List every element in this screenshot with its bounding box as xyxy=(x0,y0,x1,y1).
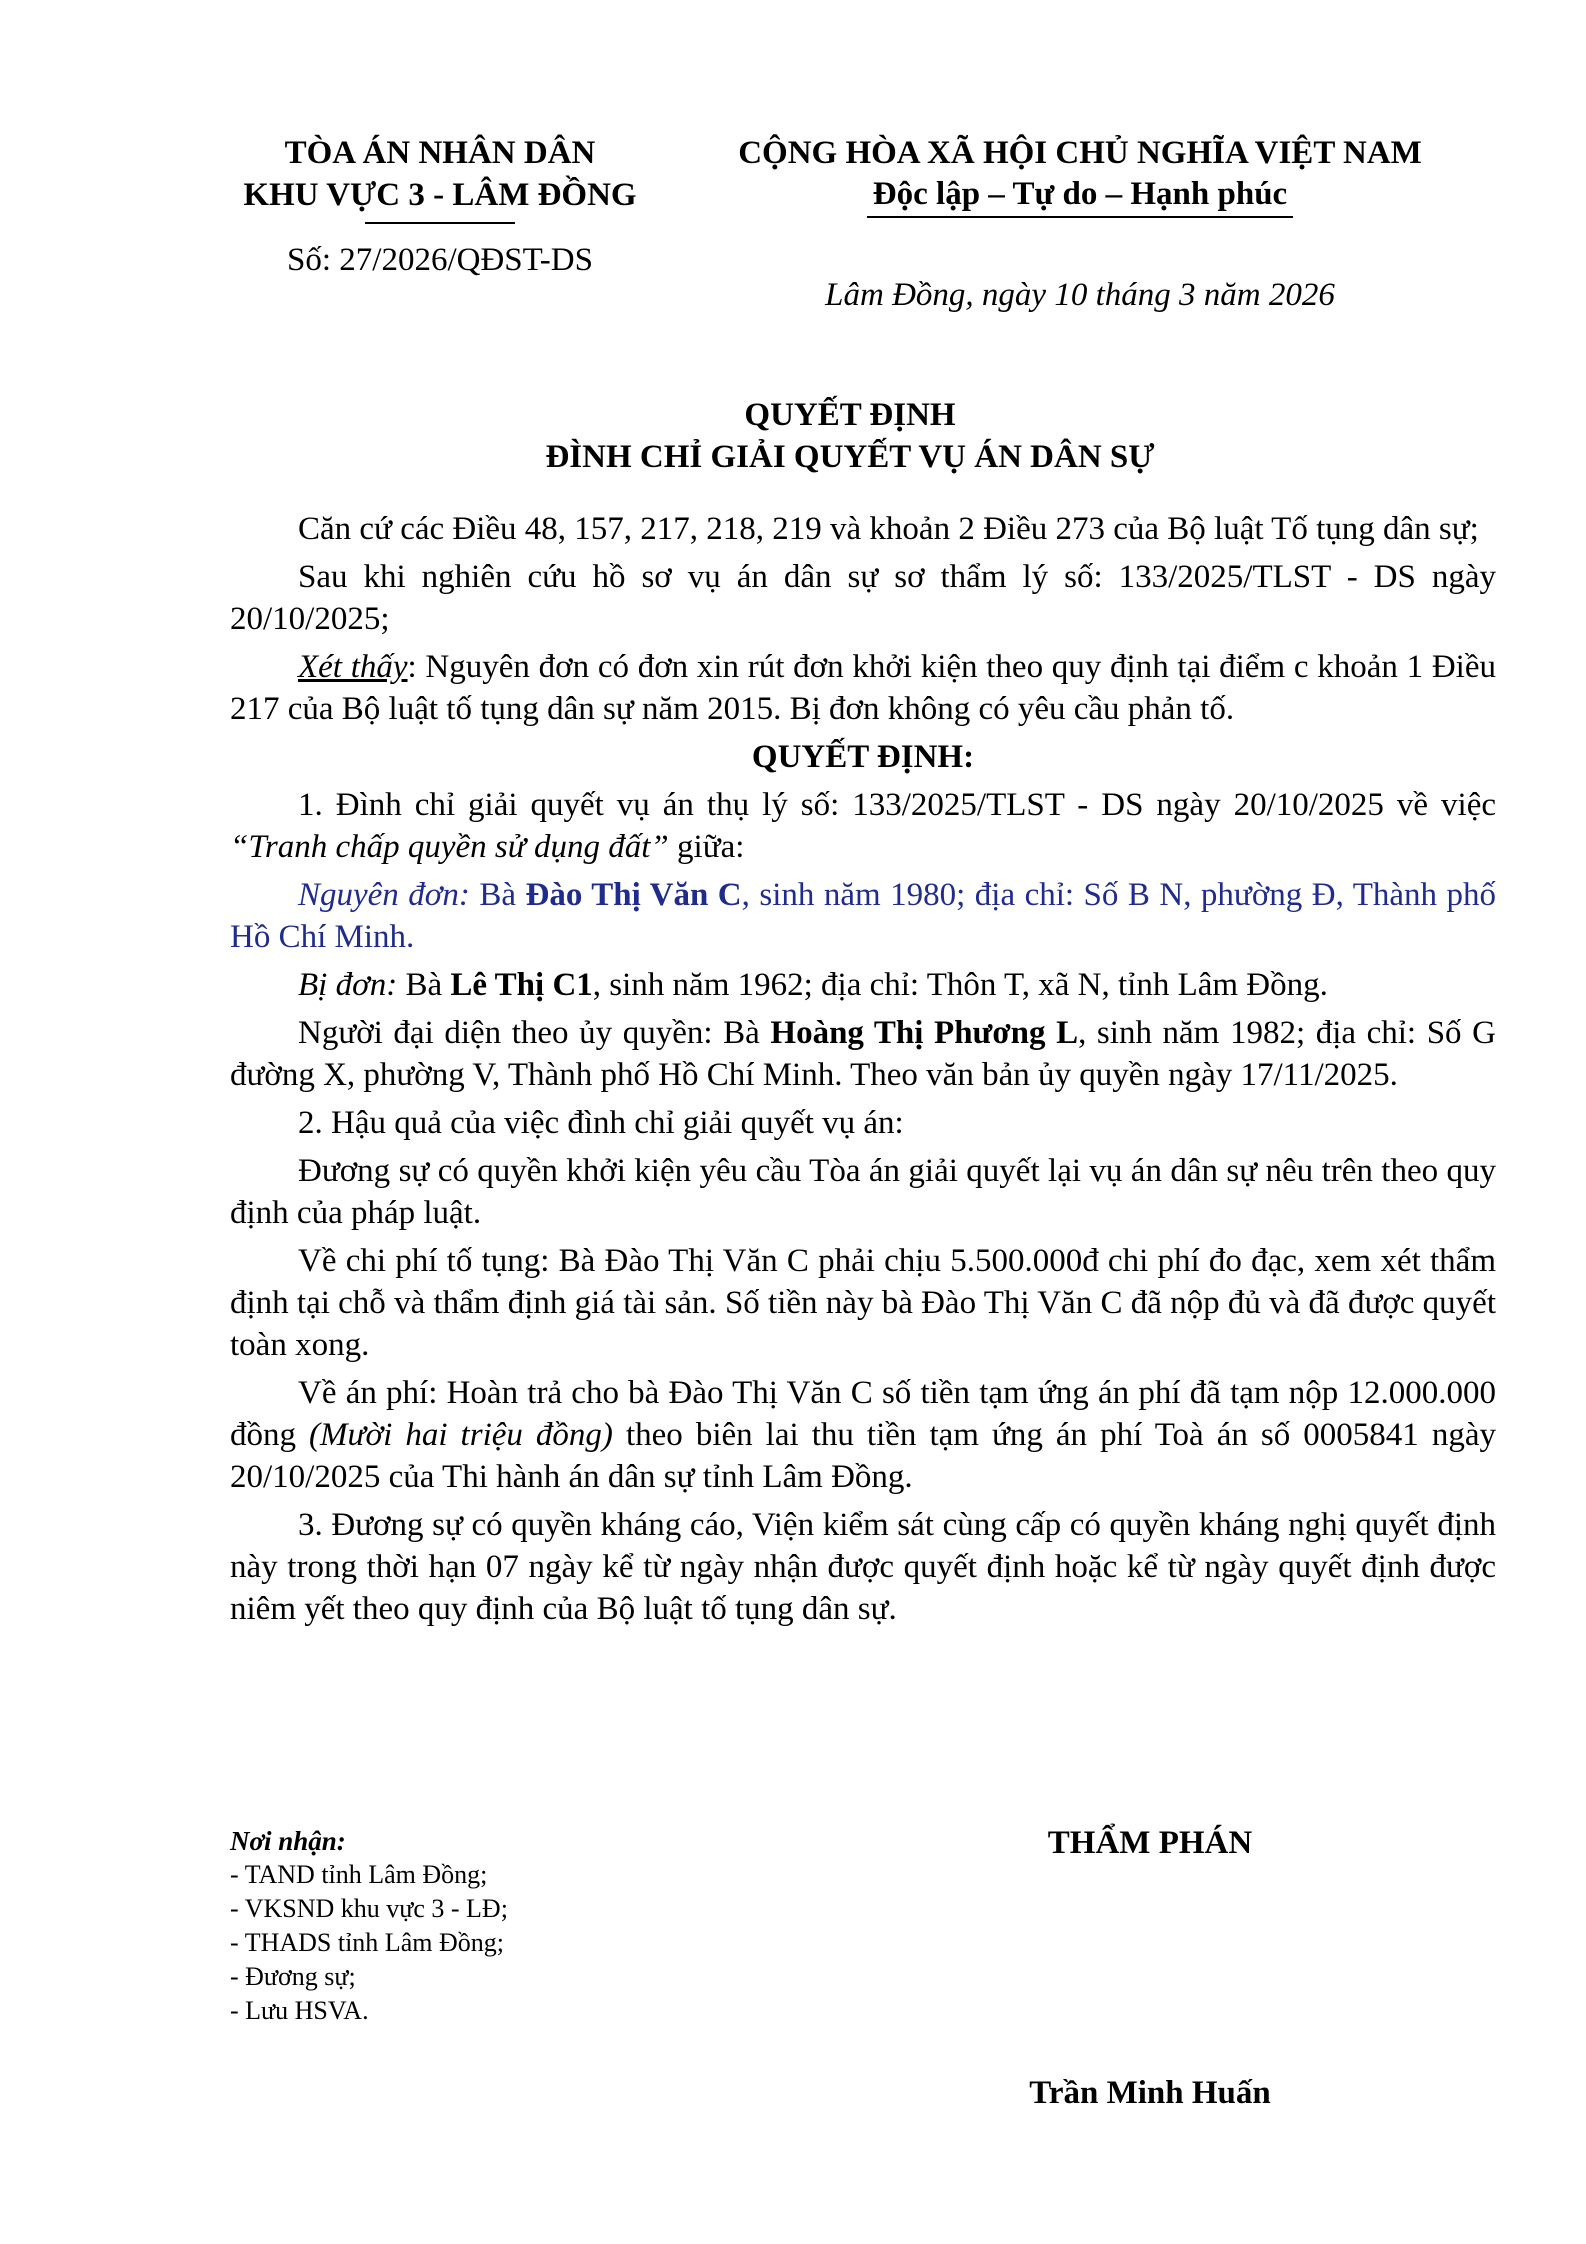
recipients-list xyxy=(230,1824,830,2028)
case-type: “Tranh chấp quyền sử dụng đất” xyxy=(230,829,669,865)
decision-item-1-post: giữa: xyxy=(668,829,745,865)
plaintiff-name: Đào Thị Văn C xyxy=(525,877,742,913)
document-title xyxy=(200,394,1500,478)
court-name-line1: TÒA ÁN NHÂN DÂN xyxy=(284,135,596,171)
signer-name: Trần Minh Huấn xyxy=(1029,2075,1271,2111)
consideration-paragraph xyxy=(230,646,1496,730)
court-fee-post: theo biên lai thu tiền tạm ứng án phí Toà án số 0005841 ngày 20/10/2025 của Thi hành án dân sự tỉnh Lâm Đồng. xyxy=(230,1417,1496,1495)
decision-item-1 xyxy=(230,784,1496,868)
plaintiff-label: Nguyên đơn: xyxy=(298,877,470,913)
consideration-label: Xét thấy xyxy=(298,649,408,685)
court-header xyxy=(200,132,680,280)
nation-motto: Độc lập – Tự do – Hạnh phúc xyxy=(867,174,1293,218)
defendant-paragraph xyxy=(230,964,1496,1006)
court-name-line2: KHU VỰC 3 - LÂM ĐỒNG xyxy=(243,177,637,213)
plaintiff-pre: Bà xyxy=(469,877,526,913)
defendant-pre: Bà xyxy=(397,967,451,1003)
issue-date: Lâm Đồng, ngày 10 tháng 3 năm 2026 xyxy=(825,277,1335,313)
court-fee-words: (Mười hai triệu đồng) xyxy=(309,1417,613,1453)
decision-item-1-pre: 1. Đình chỉ giải quyết vụ án thụ lý số: 133/2025/TLST - DS ngày 20/10/2025 về việc xyxy=(298,787,1496,823)
recipients-title: Nơi nhận: xyxy=(230,1826,346,1856)
title-line2: ĐÌNH CHỈ GIẢI QUYẾT VỤ ÁN DÂN SỰ xyxy=(545,439,1155,475)
legal-basis-paragraph: Căn cứ các Điều 48, 157, 217, 218, 219 và khoản 2 Điều 273 của Bộ luật Tố tụng dân sự; xyxy=(298,511,1479,547)
consequence-refile-paragraph: Đương sự có quyền khởi kiện yêu cầu Tòa án giải quyết lại vụ án dân sự nêu trên theo quy định của pháp luật. xyxy=(230,1153,1496,1231)
representative-details: , sinh năm 1982; địa chỉ: Số G đường X, phường V, Thành phố Hồ Chí Minh. Theo văn bản ủy quyền ngày 17/11/2025. xyxy=(230,1015,1496,1093)
representative-pre: Người đại diện theo ủy quyền: Bà xyxy=(298,1015,771,1051)
court-fee-paragraph xyxy=(230,1372,1496,1498)
court-divider xyxy=(365,222,515,224)
defendant-label: Bị đơn: xyxy=(298,967,398,1003)
case-review-paragraph: Sau khi nghiên cứu hồ sơ vụ án dân sự sơ thẩm lý số: 133/2025/TLST - DS ngày 20/10/2025; xyxy=(230,559,1496,637)
defendant-name: Lê Thị C1 xyxy=(450,967,593,1003)
nation-header xyxy=(700,132,1460,218)
recipient-item: - Lưu HSVA. xyxy=(230,1996,369,2025)
plaintiff-paragraph xyxy=(230,874,1496,958)
nation-name: CỘNG HÒA XÃ HỘI CHỦ NGHĨA VIỆT NAM xyxy=(738,135,1422,171)
court-fee-pre: Về án phí: Hoàn trả cho bà Đào Thị Văn C số tiền tạm ứng án phí đã tạm nộp 12.000.000 đồng xyxy=(230,1375,1496,1453)
decision-number: Số: 27/2026/QĐST-DS xyxy=(287,242,593,278)
consideration-text: : Nguyên đơn có đơn xin rút đơn khởi kiện theo quy định tại điểm c khoản 1 Điều 217 của Bộ luật tố tụng dân sự năm 2015. Bị đơn không có yêu cầu phản tố. xyxy=(230,649,1496,727)
plaintiff-details: , sinh năm 1980; địa chỉ: Số B N, phường Đ, Thành phố Hồ Chí Minh. xyxy=(230,877,1496,955)
recipient-item: - Đương sự; xyxy=(230,1962,356,1991)
recipient-item: - THADS tỉnh Lâm Đồng; xyxy=(230,1928,504,1957)
recipient-item: - VKSND khu vực 3 - LĐ; xyxy=(230,1894,508,1923)
representative-name: Hoàng Thị Phương L xyxy=(770,1015,1079,1051)
document-body xyxy=(230,508,1496,1636)
representative-paragraph xyxy=(230,1012,1496,1096)
litigation-cost-paragraph: Về chi phí tố tụng: Bà Đào Thị Văn C phải chịu 5.500.000đ chi phí đo đạc, xem xét thẩm định tại chỗ và thẩm định giá tài sản. Số tiền này bà Đào Thị Văn C đã nộp đủ và đã được quyết toàn xong. xyxy=(230,1243,1496,1363)
decision-item-2: 2. Hậu quả của việc đình chỉ giải quyết vụ án: xyxy=(298,1105,904,1141)
recipient-item: - TAND tỉnh Lâm Đồng; xyxy=(230,1860,488,1889)
decision-heading: QUYẾT ĐỊNH: xyxy=(751,739,975,775)
decision-item-3: 3. Đương sự có quyền kháng cáo, Viện kiểm sát cùng cấp có quyền kháng nghị quyết định này trong thời hạn 07 ngày kể từ ngày nhận được quyết định hoặc kể từ ngày quyết định được niêm yết theo quy định của Bộ luật tố tụng dân sự. xyxy=(230,1507,1496,1627)
defendant-details: , sinh năm 1962; địa chỉ: Thôn T, xã N, tỉnh Lâm Đồng. xyxy=(592,967,1328,1003)
signature-role: THẨM PHÁN xyxy=(1047,1825,1253,1861)
title-line1: QUYẾT ĐỊNH xyxy=(744,397,956,433)
